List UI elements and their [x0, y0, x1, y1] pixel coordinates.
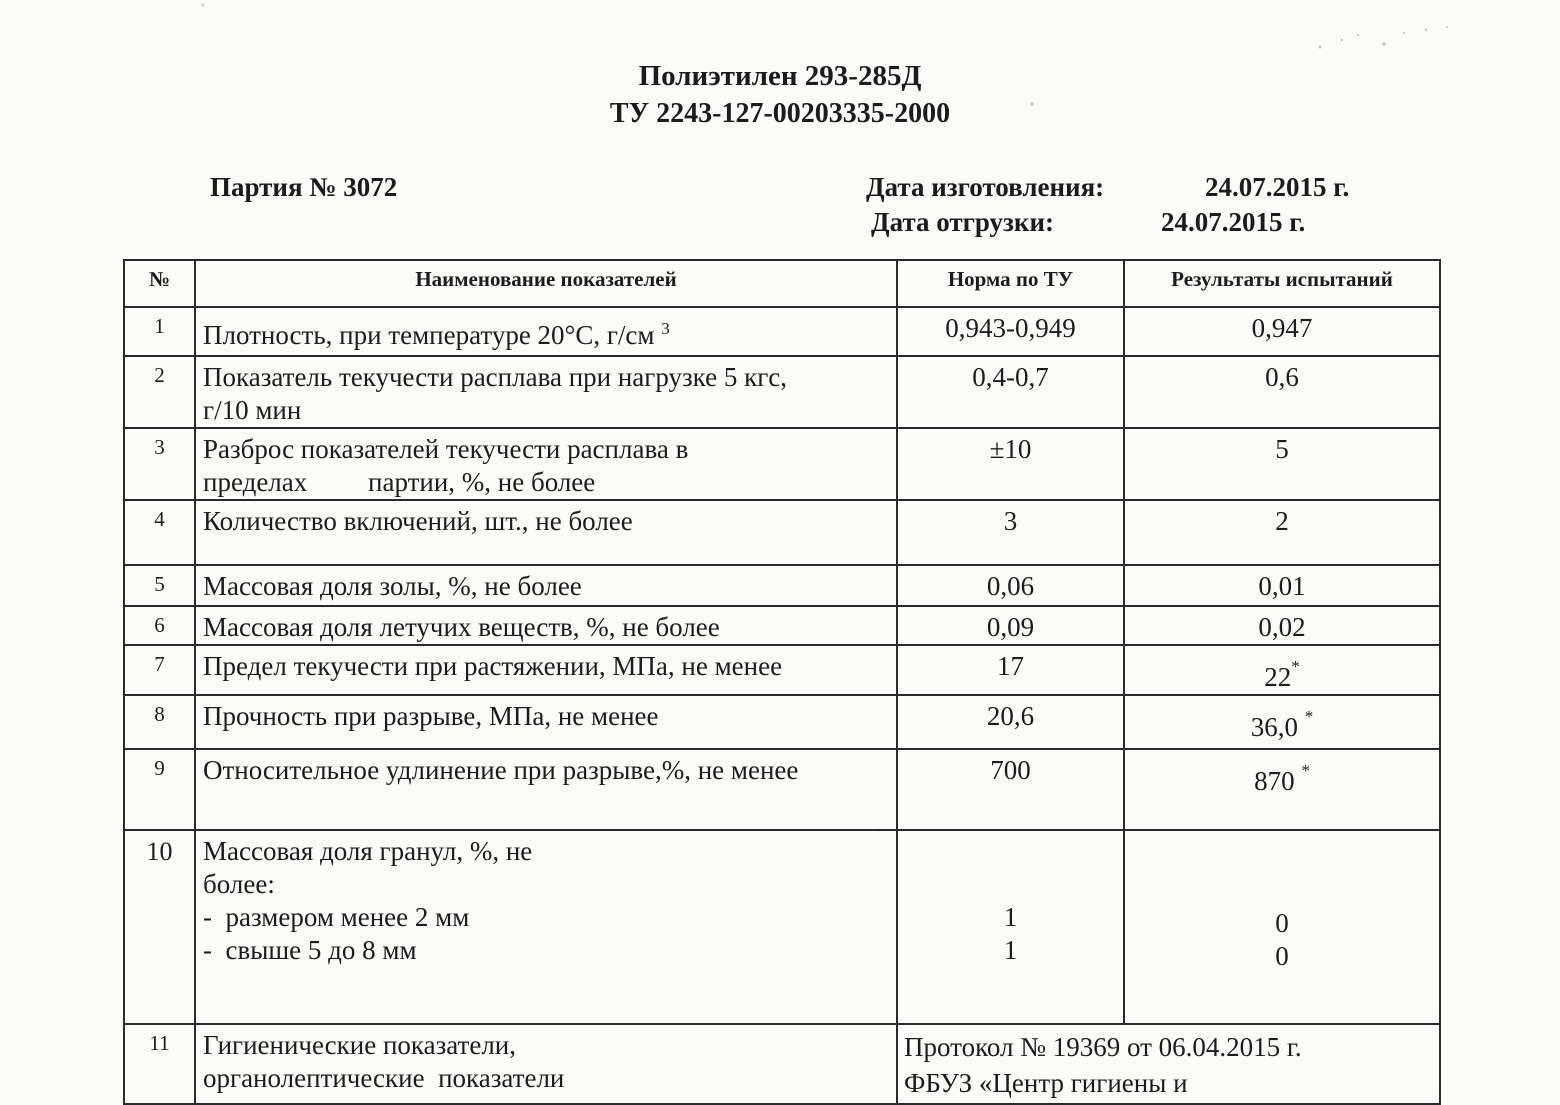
row-norm: 700	[897, 749, 1124, 830]
row-norm: 3	[897, 500, 1124, 565]
asterisk-mark: *	[1291, 657, 1300, 676]
manufacture-label: Дата изготовления:	[866, 172, 1105, 202]
row-name-superscript: 3	[661, 319, 670, 338]
table-row	[124, 1024, 1440, 1104]
table-row	[124, 749, 1440, 830]
row-result: 0 0	[1124, 830, 1440, 1024]
row-result	[1124, 645, 1440, 695]
shipment-label: Дата отгрузки:	[871, 207, 1055, 237]
row-num: 8	[124, 695, 195, 749]
row-num: 5	[124, 565, 195, 606]
row-num: 7	[124, 645, 195, 695]
manufacture-date: 24.07.2015 г.	[1205, 172, 1350, 202]
row-norm: 0,09	[897, 606, 1124, 645]
row-result: 0,02	[1124, 606, 1440, 645]
row-num: 1	[124, 307, 195, 356]
row-name: Предел текучести при растяжении, МПа, не менее	[195, 645, 897, 695]
asterisk-mark: *	[1304, 707, 1314, 726]
table-row	[124, 645, 1440, 695]
header-num: №	[124, 260, 195, 307]
row-result: 2	[1124, 500, 1440, 565]
table-row	[124, 307, 1440, 356]
row-num: 10	[124, 830, 195, 1024]
batch-number: 3072	[343, 172, 398, 202]
row-name: Массовая доля летучих веществ, %, не более	[195, 606, 897, 645]
row-result-value: 870	[1254, 766, 1295, 796]
row-name: Относительное удлинение при разрыве,%, не менее	[195, 749, 897, 830]
row-name	[195, 307, 897, 356]
specification-table	[123, 259, 1441, 1105]
row-name: Гигиенические показатели, органолептические показатели	[195, 1024, 897, 1104]
table-row	[124, 356, 1440, 428]
document-title: Полиэтилен 293-285Д	[638, 60, 922, 92]
row-name: Разброс показателей текучести расплава в пределах партии, %, не более	[195, 428, 897, 500]
table-row	[124, 500, 1440, 565]
row-name: Массовая доля гранул, %, не более: - размером менее 2 мм - свыше 5 до 8 мм	[195, 830, 897, 1024]
row-result: 0,01	[1124, 565, 1440, 606]
table-row	[124, 830, 1440, 1024]
batch-line	[210, 172, 397, 203]
row-name-text: Плотность, при температуре 20°С, г/см	[203, 320, 655, 350]
row-num: 2	[124, 356, 195, 428]
row-num: 11	[124, 1024, 195, 1104]
header-norm: Норма по ТУ	[897, 260, 1124, 307]
batch-label: Партия	[210, 172, 303, 202]
row-num: 6	[124, 606, 195, 645]
protocol-organization: ФБУЗ «Центр гигиены и	[904, 1068, 1188, 1098]
row-result-value: 36,0	[1250, 712, 1298, 742]
table-row	[124, 606, 1440, 645]
row-name: Прочность при разрыве, МПа, не менее	[195, 695, 897, 749]
row-result: 0,6	[1124, 356, 1440, 428]
row-name: Количество включений, шт., не более	[195, 500, 897, 565]
table-row	[124, 428, 1440, 500]
row-norm: 17	[897, 645, 1124, 695]
row-result-value: 22	[1264, 662, 1292, 692]
row-num: 9	[124, 749, 195, 830]
asterisk-mark: *	[1301, 761, 1310, 780]
row-norm: 0,06	[897, 565, 1124, 606]
table-row	[124, 695, 1440, 749]
row-norm: ±10	[897, 428, 1124, 500]
row-num: 4	[124, 500, 195, 565]
row-norm: 0,4-0,7	[897, 356, 1124, 428]
row-norm: 20,6	[897, 695, 1124, 749]
row-result: 0,947	[1124, 307, 1440, 356]
hygiene-protocol-cell	[897, 1024, 1440, 1104]
row-norm: 0,943-0,949	[897, 307, 1124, 356]
protocol-reference: Протокол № 19369 от 06.04.2015 г.	[904, 1032, 1302, 1062]
table-header-row	[124, 260, 1440, 307]
row-result	[1124, 749, 1440, 830]
header-name: Наименование показателей	[195, 260, 897, 307]
technical-spec-code: ТУ 2243-127-00203335-2000	[609, 98, 951, 129]
batch-number-sign: №	[309, 172, 337, 202]
table-row	[124, 565, 1440, 606]
row-result	[1124, 695, 1440, 749]
header-result: Результаты испытаний	[1124, 260, 1440, 307]
row-norm: 1 1	[897, 830, 1124, 1024]
row-name: Показатель текучести расплава при нагрузке 5 кгс, г/10 мин	[195, 356, 897, 428]
shipment-date: 24.07.2015 г.	[1161, 207, 1306, 237]
row-result: 5	[1124, 428, 1440, 500]
row-num: 3	[124, 428, 195, 500]
row-name: Массовая доля золы, %, не более	[195, 565, 897, 606]
